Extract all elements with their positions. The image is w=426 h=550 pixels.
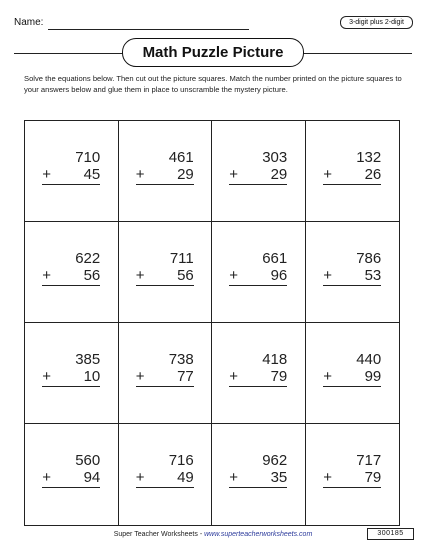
addition-problem — [136, 149, 194, 185]
instructions: Solve the equations below. Then cut out the picture squares. Match the number printed on the picture squares to your answers below and glue them in place to unscramble the mystery picture. — [24, 74, 402, 94]
addend-bottom: 77 — [177, 368, 194, 385]
plus-sign: + — [135, 166, 145, 183]
addend-row — [136, 166, 194, 185]
plus-sign: + — [229, 469, 239, 486]
name-field[interactable] — [48, 29, 249, 30]
addend-top: 711 — [169, 250, 194, 267]
addend-bottom: 53 — [364, 267, 382, 284]
addend-bottom: 35 — [270, 469, 288, 486]
addition-problem — [229, 452, 287, 488]
addend-row — [42, 469, 100, 488]
addend-top: 786 — [356, 250, 382, 267]
plus-sign: + — [135, 469, 145, 486]
addend-top: 717 — [356, 452, 382, 469]
addend-bottom: 56 — [177, 267, 194, 284]
addend-row — [229, 166, 287, 185]
plus-sign: + — [42, 368, 52, 385]
plus-sign: + — [323, 368, 333, 385]
addend-top: 461 — [168, 149, 194, 166]
problem-cell — [306, 323, 400, 424]
addend-bottom: 49 — [177, 469, 194, 486]
level-badge: 3-digit plus 2-digit — [340, 16, 413, 29]
problem-cell — [306, 424, 400, 525]
addend-bottom: 99 — [364, 368, 382, 385]
problem-cell — [25, 424, 119, 525]
problem-cell — [212, 121, 306, 222]
addend-row — [136, 368, 194, 387]
problem-cell — [25, 323, 119, 424]
problem-cell — [119, 323, 213, 424]
addend-row — [229, 267, 287, 286]
addend-row — [229, 469, 287, 488]
plus-sign: + — [42, 267, 52, 284]
addend-top: 661 — [262, 250, 288, 267]
addend-top: 132 — [356, 149, 382, 166]
addend-bottom: 26 — [364, 166, 382, 183]
footer — [0, 531, 426, 538]
addend-bottom: 56 — [83, 267, 101, 284]
addition-problem — [42, 351, 100, 387]
addition-problem — [42, 149, 100, 185]
footer-separator: - — [197, 531, 205, 538]
plus-sign: + — [229, 368, 239, 385]
addend-row — [136, 469, 194, 488]
addend-row — [323, 368, 381, 387]
addition-problem — [229, 149, 287, 185]
addend-bottom: 79 — [270, 368, 288, 385]
footer-brand: Super Teacher Worksheets — [113, 531, 198, 538]
addend-top: 622 — [75, 250, 101, 267]
addend-row — [323, 469, 381, 488]
worksheet-code: 300185 — [367, 528, 414, 540]
addend-row — [323, 267, 381, 286]
problem-cell — [212, 222, 306, 323]
addition-problem — [323, 452, 381, 488]
addition-problem — [136, 250, 194, 286]
addition-problem — [42, 452, 100, 488]
addition-problem — [136, 351, 194, 387]
addend-top: 716 — [168, 452, 194, 469]
plus-sign: + — [229, 166, 239, 183]
addend-top: 962 — [262, 452, 288, 469]
addend-bottom: 94 — [83, 469, 101, 486]
addend-bottom: 29 — [177, 166, 194, 183]
plus-sign: + — [323, 267, 333, 284]
addition-problem — [323, 351, 381, 387]
addend-top: 440 — [356, 351, 382, 368]
problem-cell — [306, 121, 400, 222]
plus-sign: + — [135, 368, 145, 385]
addend-row — [42, 267, 100, 286]
problem-cell — [119, 222, 213, 323]
plus-sign: + — [135, 267, 145, 284]
footer-url[interactable]: www.superteacherworksheets.com — [204, 531, 313, 538]
addend-bottom: 10 — [83, 368, 101, 385]
addend-row — [42, 368, 100, 387]
addition-problem — [323, 250, 381, 286]
addend-row — [136, 267, 194, 286]
addition-problem — [136, 452, 194, 488]
problem-cell — [212, 323, 306, 424]
plus-sign: + — [229, 267, 239, 284]
problem-cell — [306, 222, 400, 323]
addend-top: 710 — [75, 149, 101, 166]
addend-row — [42, 166, 100, 185]
addition-problem — [323, 149, 381, 185]
name-label: Name: — [14, 17, 44, 28]
page-title: Math Puzzle Picture — [122, 38, 304, 67]
plus-sign: + — [323, 166, 333, 183]
addend-bottom: 96 — [270, 267, 288, 284]
addend-top: 303 — [262, 149, 288, 166]
addend-row — [323, 166, 381, 185]
problem-cell — [119, 424, 213, 525]
plus-sign: + — [323, 469, 333, 486]
addend-top: 560 — [75, 452, 101, 469]
addend-top: 385 — [75, 351, 101, 368]
problem-grid — [24, 120, 400, 526]
addend-top: 738 — [168, 351, 194, 368]
problem-cell — [25, 121, 119, 222]
addend-top: 418 — [262, 351, 288, 368]
addend-bottom: 79 — [364, 469, 382, 486]
addend-bottom: 45 — [83, 166, 101, 183]
problem-cell — [119, 121, 213, 222]
problem-cell — [212, 424, 306, 525]
addition-problem — [229, 250, 287, 286]
plus-sign: + — [42, 469, 52, 486]
addition-problem — [229, 351, 287, 387]
plus-sign: + — [42, 166, 52, 183]
addend-row — [229, 368, 287, 387]
problem-cell — [25, 222, 119, 323]
addend-bottom: 29 — [270, 166, 288, 183]
addition-problem — [42, 250, 100, 286]
